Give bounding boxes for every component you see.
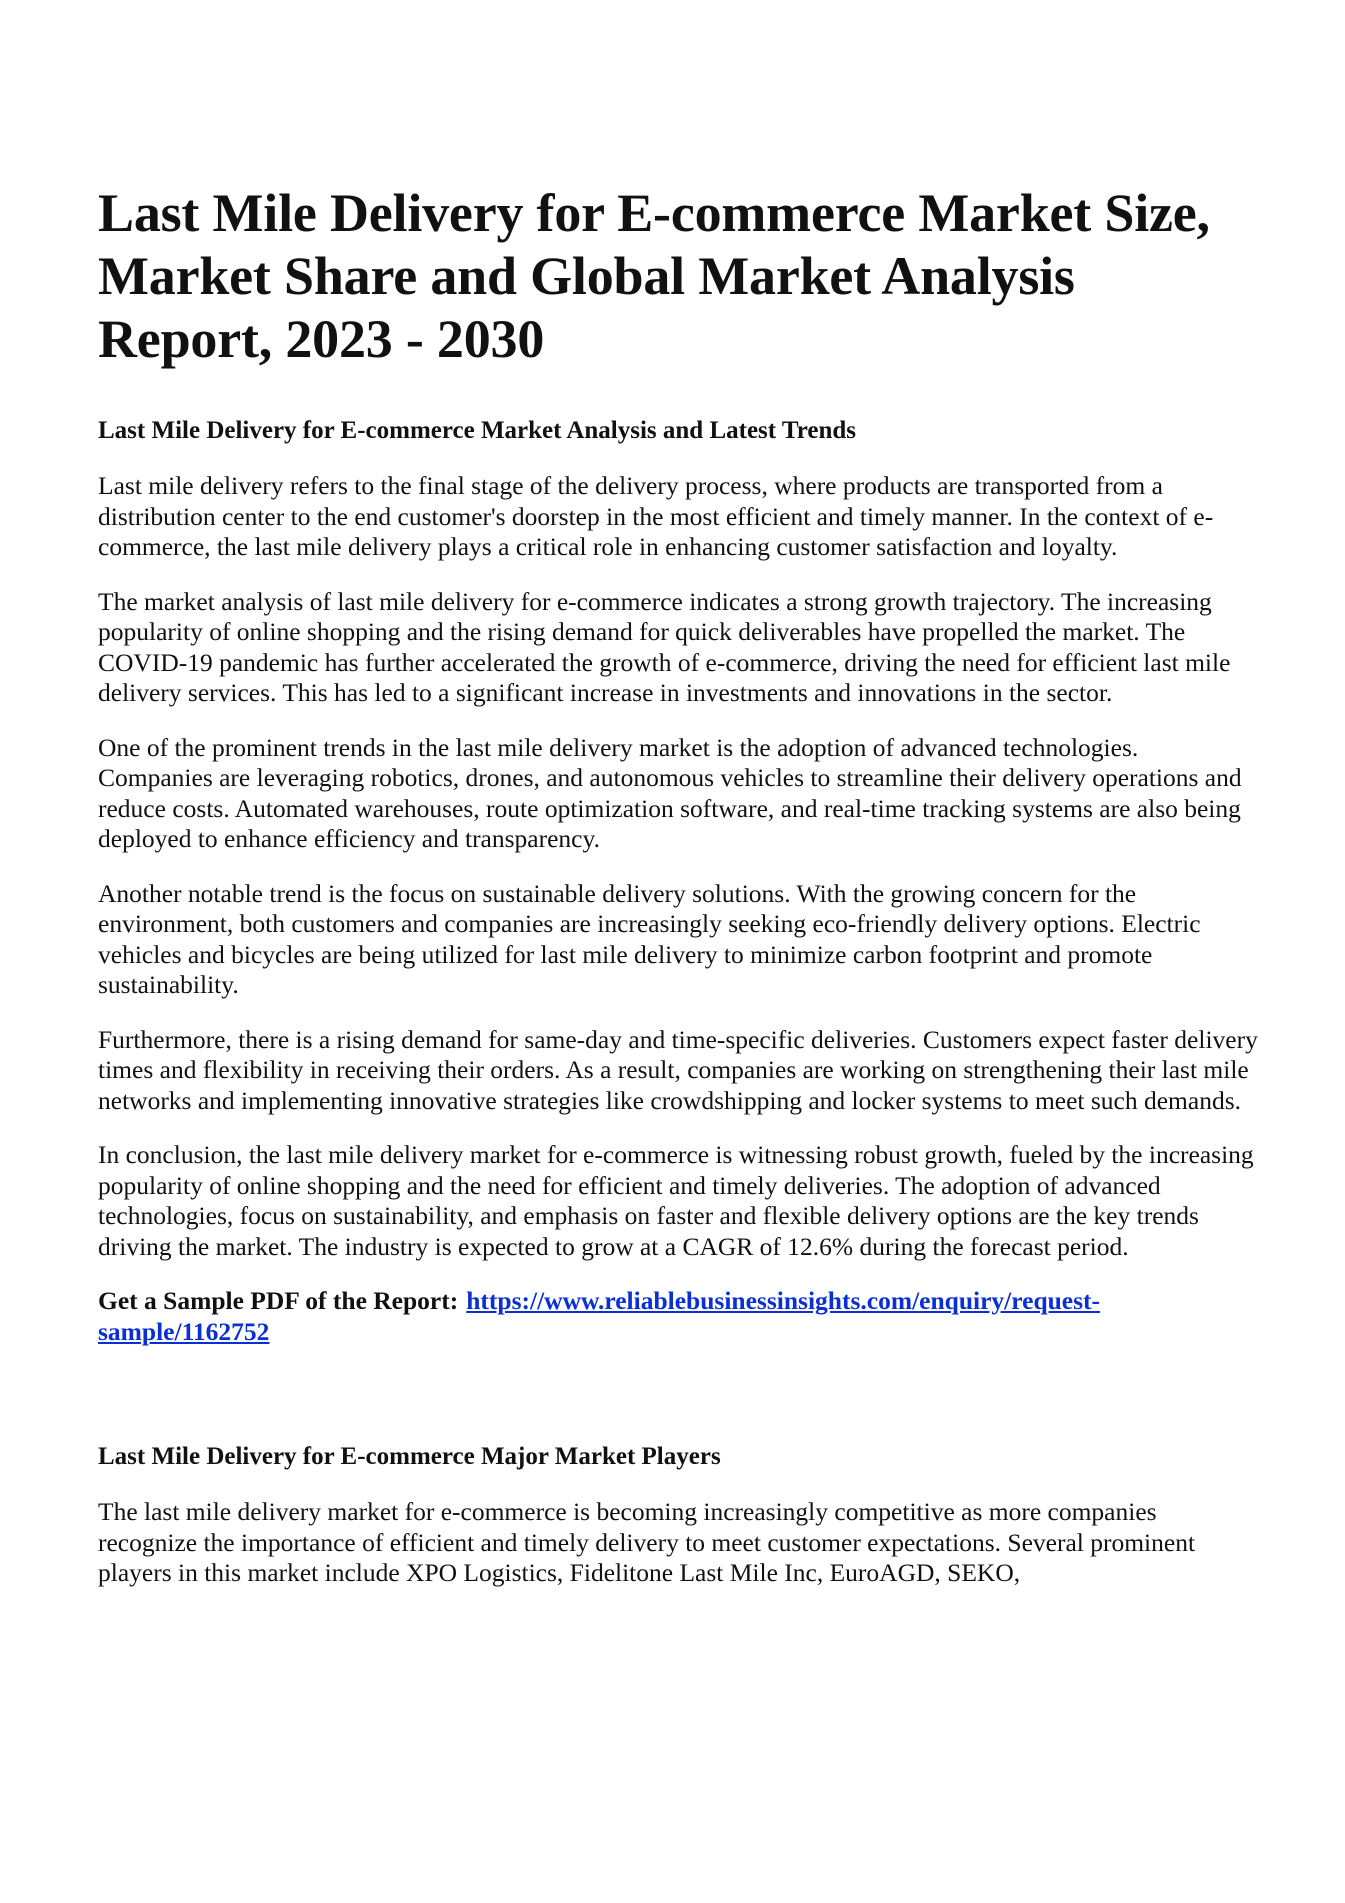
document-page bbox=[98, 182, 1258, 1589]
paragraph: In conclusion, the last mile delivery market for e-commerce is witnessing robust growth, fueled by the increasing popularity of online shopping and the need for efficient and timely deliveries. The adoption of advanced technologies, focus on sustainability, and emphasis on faster and flexible delivery options are the key trends driving the market. The industry is expected to grow at a CAGR of 12.6% during the forecast period. bbox=[98, 1140, 1254, 1261]
sample-pdf-label: Get a Sample PDF of the Report: bbox=[98, 1286, 459, 1315]
paragraph: Last mile delivery refers to the final stage of the delivery process, where products are transported from a distribution center to the end customer's doorstep in the most efficient and timely manner. In the context of e-commerce, the last mile delivery plays a critical role in enhancing customer satisfaction and loyalty. bbox=[98, 471, 1214, 561]
document-title: Last Mile Delivery for E-commerce Market Size, Market Share and Global Market Analysis Report, 2023 - 2030 bbox=[98, 183, 1210, 369]
sample-pdf-link[interactable]: https://www.reliablebusinessinsights.com/enquiry/request-sample/1162752 bbox=[98, 1286, 1101, 1346]
paragraph: Furthermore, there is a rising demand for same-day and time-specific deliveries. Customers expect faster delivery times and flexibility in receiving their orders. As a result, companies are working on strengthening their last mile networks and implementing innovative strategies like crowdshipping and locker systems to meet such demands. bbox=[98, 1024, 1258, 1115]
paragraph: The last mile delivery market for e-commerce is becoming increasingly competitive as more companies recognize the importance of efficient and timely delivery to meet customer expectations. Several prominent players in this market include XPO Logistics, Fidelitone Last Mile Inc, EuroAGD, SEKO, bbox=[98, 1497, 1196, 1587]
paragraph: The market analysis of last mile delivery for e-commerce indicates a strong growth trajectory. The increasing popularity of online shopping and the rising demand for quick deliverables have propelled the market. The COVID-19 pandemic has further accelerated the growth of e-commerce, driving the need for efficient last mile delivery services. This has led to a significant increase in investments and innovations in the sector. bbox=[98, 586, 1231, 707]
paragraph: Another notable trend is the focus on sustainable delivery solutions. With the growing concern for the environment, both customers and companies are increasingly seeking eco-friendly delivery options. Electric vehicles and bicycles are being utilized for last mile delivery to minimize carbon footprint and promote sustainability. bbox=[98, 878, 1201, 999]
section-heading-players: Last Mile Delivery for E-commerce Major Market Players bbox=[98, 1443, 721, 1470]
paragraph: One of the prominent trends in the last mile delivery market is the adoption of advanced technologies. Companies are leveraging robotics, drones, and autonomous vehicles to streamline their delivery operations and reduce costs. Automated warehouses, route optimization software, and real-time tracking systems are also being deployed to enhance efficiency and transparency. bbox=[98, 732, 1242, 853]
section-heading-analysis: Last Mile Delivery for E-commerce Market Analysis and Latest Trends bbox=[98, 417, 856, 444]
sample-pdf-line bbox=[98, 1286, 1258, 1347]
